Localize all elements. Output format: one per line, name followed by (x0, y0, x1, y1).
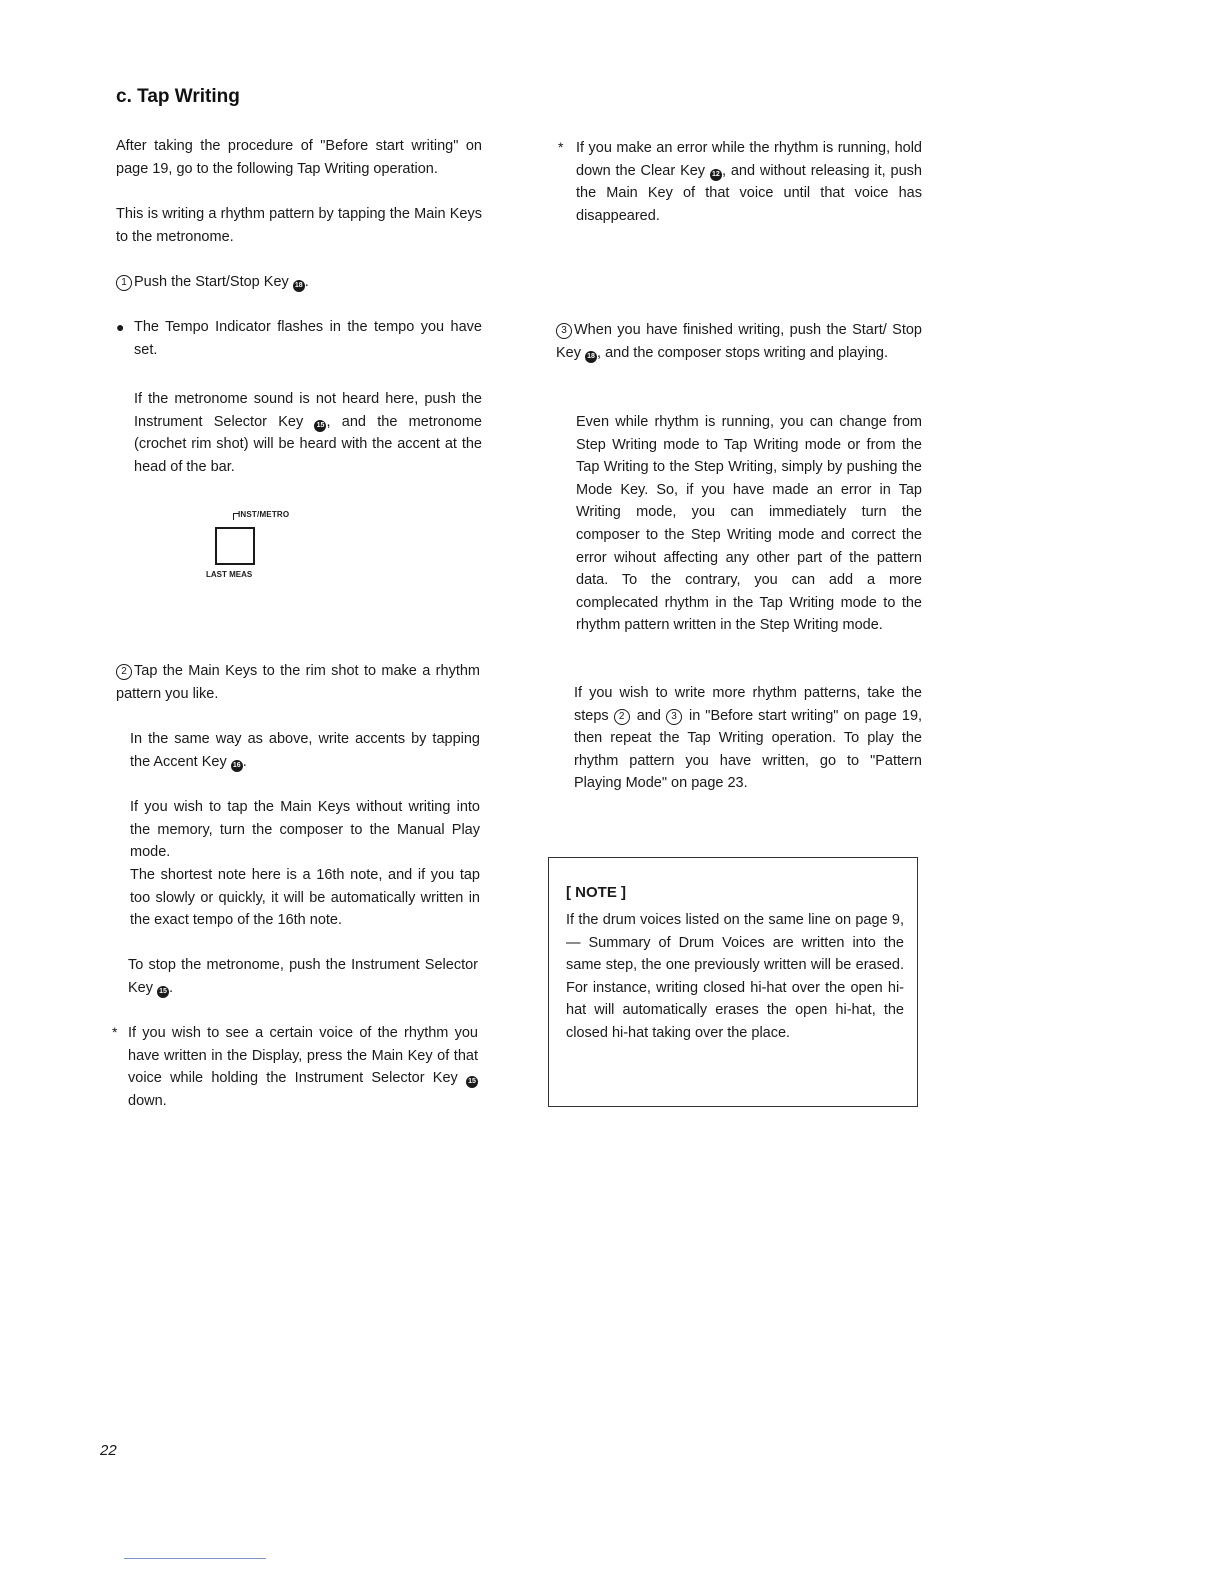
step-2: 2 Tap the Main Keys to the rim shot to make a rhythm pattern you like. (116, 663, 480, 702)
instrument-selector-key-icon: 15 (466, 1076, 478, 1088)
note-text: If the drum voices listed on the same line on page 9, — Summary of Drum Voices are written into the same step, the one previously written will be erased. For instance, writing closed hi-hat over the open hi-hat will automatically erases the open hi-hat, the closed hi-hat taking over the place. (566, 912, 904, 1041)
asterisk-icon: * (112, 1024, 118, 1040)
instrument-selector-key-icon: 15 (157, 986, 169, 998)
metronome-paragraph: If the metronome sound is not heard here, push the Instrument Selector Key 15 , and the metronome (crochet rim shot) will be heard with the accent at the head of the bar. (134, 391, 482, 475)
stop-metronome-paragraph: To stop the metronome, push the Instrument Selector Key 15 . (128, 957, 478, 996)
clear-key-icon: 12 (710, 169, 722, 181)
inst-metro-label: INST/METRO (238, 510, 290, 519)
bullet-icon: ● (116, 319, 125, 335)
mode-switch-paragraph: Even while rhythm is running, you can change from Step Writing mode to Tap Writing mode or from the Tap Writing to the Step Writing, simply by pushing the Mode Key. So, if you have made an error in Tap Writing mode, you can immediately turn the composer to the Step Writing mode and correct the error wihout affecting any other part of the pattern data. To the contrary, you can add a more complecated rhythm in the Tap Writing mode to the rhythm pattern written in the Step Writing mode. (576, 414, 922, 634)
clear-error-paragraph: If you make an error while the rhythm is running, hold down the Clear Key 12 , and without releasing it, push the Main Key of that voice until that voice has disappeared. (576, 140, 923, 224)
step-number: 1 (116, 275, 132, 291)
step-ref-icon: 2 (614, 709, 630, 725)
inst-metro-key-icon (215, 527, 255, 565)
manual-play-paragraph: If you wish to tap the Main Keys without writing into the memory, turn the composer to the Manual Play mode. (130, 799, 480, 861)
step-number: 3 (556, 323, 572, 339)
scan-artifact-line (124, 1558, 266, 1559)
start-stop-key-icon: 18 (585, 351, 597, 363)
intro-paragraph: After taking the procedure of "Before start writing" on page 19, go to the following Tap Writing operation. (116, 138, 482, 177)
note-title: [ NOTE ] (566, 884, 626, 901)
instrument-selector-key-icon: 15 (314, 420, 326, 432)
step-1: 1 Push the Start/Stop Key 18 . (116, 271, 482, 294)
start-stop-key-icon: 18 (293, 280, 305, 292)
accent-paragraph: In the same way as above, write accents by tapping the Accent Key 16 . (130, 731, 480, 770)
asterisk-icon: * (558, 139, 564, 155)
tempo-indicator-note: The Tempo Indicator flashes in the tempo you have set. (134, 319, 482, 358)
shortest-note-paragraph: The shortest note here is a 16th note, and if you tap too slowly or quickly, it will be automatically written in the exact tempo of the 16th note. (130, 867, 480, 929)
step-number: 2 (116, 664, 132, 680)
intro-description: This is writing a rhythm pattern by tapping the Main Keys to the metronome. (116, 206, 482, 245)
accent-key-icon: 16 (231, 760, 243, 772)
step-ref-icon: 3 (666, 709, 682, 725)
see-voice-paragraph: If you wish to see a certain voice of the rhythm you have written in the Display, press the Main Key of that voice while holding the Instrument Selector Key 15 down. (128, 1025, 478, 1109)
page-number: 22 (100, 1442, 117, 1459)
section-heading: c. Tap Writing (116, 86, 240, 107)
last-meas-label: LAST MEAS (206, 570, 253, 579)
step-3: 3 When you have finished writing, push the Start/ Stop Key 18 , and the composer stops writing and playing. (556, 322, 922, 361)
more-patterns-paragraph: If you wish to write more rhythm patterns, take the steps 2 and 3 in "Before start writing" on page 19, then repeat the Tap Writing operation. To play the rhythm pattern you have written, go to "Pattern Playing Mode" on page 23. (574, 685, 923, 792)
